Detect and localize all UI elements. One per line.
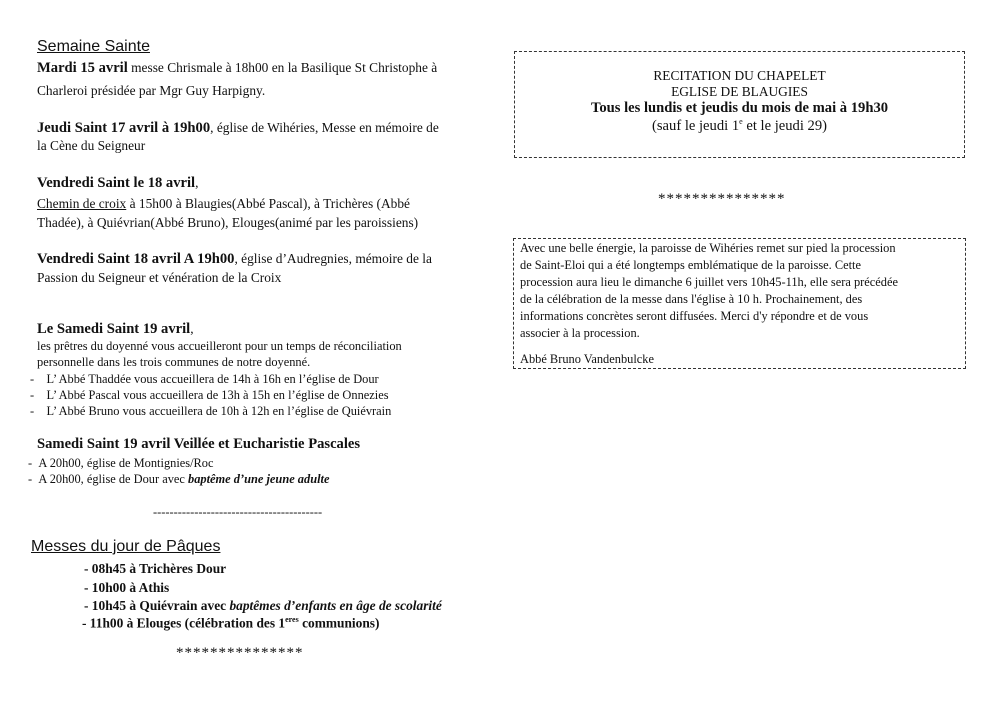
stars-left: *************** [176,645,304,661]
chemin-text: à 15h00 à Blaugies(Abbé Pascal), à Trichères (Abbé [126,196,410,211]
samedi-line3: personnelle dans les trois communes de notre doyenné. [37,355,311,369]
jeudi-text: , église de Wihéries, Messe en mémoire de [210,120,439,135]
procession-line-2: de Saint-Eloi qui a été longtemps emblématique de la paroisse. Cette [520,258,861,272]
jeudi-line2: la Cène du Seigneur [37,138,146,153]
samedi-line2: les prêtres du doyenné vous accueilleront pour un temps de réconciliation [37,339,402,353]
mardi-text: messe Chrismale à 18h00 en la Basilique St Christophe à [127,60,438,75]
vendredi-line2 [37,196,410,212]
procession-signature: Abbé Bruno Vandenbulcke [520,352,654,366]
veillee-item-2: - A 20h00, église de Dour avec baptême d’une jeune adulte [28,472,330,486]
paques-item-3-text: - 10h45 à Quiévrain avec [84,598,230,613]
vendredi-line3: Thadée), à Quiévrian(Abbé Bruno), Elouges(animé par les paroissiens) [37,215,419,230]
veillee-item-1-text: A 20h00, église de Montignies/Roc [38,456,214,470]
mardi-date: Mardi 15 avril [37,60,128,76]
separator-dashes: ----------------------------------------- [153,505,323,519]
stars-right: *************** [658,191,786,207]
mardi-line2: Charleroi présidée par Mgr Guy Harpigny. [37,83,266,98]
paques-item-3-emph: baptêmes d’enfants en âge de scolarité [229,598,442,613]
samedi-date: Le Samedi Saint 19 avril [37,321,191,337]
samedi-item-3: L’ Abbé Bruno vous accueillera de 10h à 12h en l’église de Quiévrain [46,404,392,418]
paques-item-4 [82,615,379,631]
chapelet-line4 [515,117,964,135]
vendredi-line1 [37,175,198,192]
samedi-comma: , [190,321,194,336]
vendredi2-line2: Passion du Seigneur et vénération de la Croix [37,270,282,285]
list-item: - L’ Abbé Pascal vous accueillera de 13h à 15h en l’église de Onnezies [30,388,389,402]
chapelet-line3: Tous les lundis et jeudis du mois de mai à 19h30 [590,100,889,116]
chapelet-line4-sup: e [739,117,743,126]
jeudi-date: Jeudi Saint 17 avril à 19h00 [37,120,211,136]
vendredi2-line1 [37,251,432,268]
paques-item-3 [84,598,442,614]
vendredi-comma: , [195,175,199,190]
procession-line-3: procession aura lieu le dimanche 6 juillet vers 10h45-11h, elle sera précédée [520,275,898,289]
vendredi-date: Vendredi Saint le 18 avril [37,175,196,191]
samedi-line1 [37,321,194,338]
jeudi-line1 [37,120,439,137]
paques-item-4-sup: eres [285,615,299,624]
chapelet-line1: RECITATION DU CHAPELET [653,68,826,83]
chapelet-line4-post: et le jeudi 29) [742,117,827,134]
paques-item-4-text: - 11h00 à Elouges (célébration des 1 [82,615,286,631]
procession-line-5: informations concrètes seront diffusées. Merci d'y répondre et de vous [520,309,869,323]
procession-line-6: associer à la procession. [520,326,640,340]
mardi-line1 [37,60,437,77]
samedi-item-2: L’ Abbé Pascal vous accueillera de 13h à 15h en l’église de Onnezies [46,388,389,402]
paques-heading: Messes du jour de Pâques [31,538,221,555]
chemin-de-croix: Chemin de croix [37,196,127,211]
list-item: - L’ Abbé Bruno vous accueillera de 10h à 12h en l’église de Quiévrain [30,404,392,418]
procession-box [513,238,966,369]
paques-item-2: - 10h00 à Athis [84,580,170,595]
semaine-sainte-heading: Semaine Sainte [37,38,150,55]
veillee-title: Samedi Saint 19 avril Veillée et Eucharistie Pascales [37,436,361,452]
chapelet-box [514,51,965,158]
vendredi2-date: Vendredi Saint 18 avril A 19h00 [37,251,235,267]
veillee-item-1: - A 20h00, église de Montignies/Roc [28,456,214,470]
chapelet-line2: EGLISE DE BLAUGIES [671,84,808,99]
paques-item-4-post: communions) [298,615,380,631]
procession-line-1: Avec une belle énergie, la paroisse de Wihéries remet sur pied la procession [520,241,896,255]
veillee-item-2-text: A 20h00, église de Dour avec [38,472,189,486]
vendredi2-text: , église d’Audregnies, mémoire de la [234,251,432,266]
chapelet-line4-pre: (sauf le jeudi 1 [652,117,740,134]
samedi-item-1: L’ Abbé Thaddée vous accueillera de 14h à 16h en l’église de Dour [46,372,379,386]
list-item: - L’ Abbé Thaddée vous accueillera de 14h à 16h en l’église de Dour [30,372,379,386]
paques-item-1: - 08h45 à Trichères Dour [84,561,227,576]
veillee-item-2-emph: baptême d’une jeune adulte [188,472,330,486]
procession-line-4: de la célébration de la messe dans l'église à 10 h. Prochainement, des [520,292,863,306]
